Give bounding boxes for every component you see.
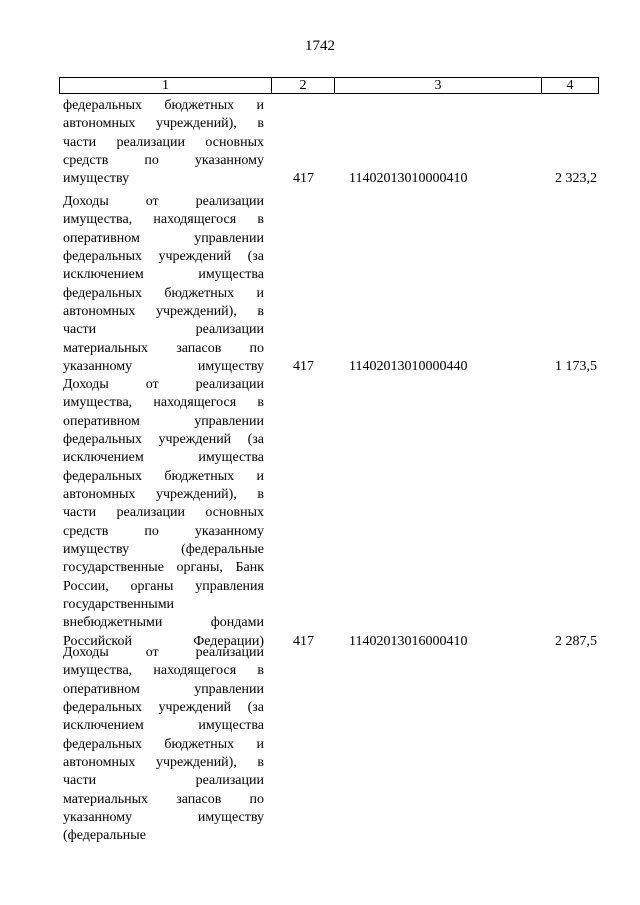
description-line: автономных учреждений), в bbox=[63, 116, 264, 132]
description-line: Доходы от реализации bbox=[63, 194, 264, 209]
description-line: средств по указанному bbox=[63, 153, 264, 169]
description-line: Российской Федерации) bbox=[63, 633, 264, 649]
description-line: средств по указанному bbox=[63, 523, 264, 539]
description-line: части реализации bbox=[63, 773, 264, 789]
row-budget-code: 11402013010000440 bbox=[349, 359, 468, 375]
description-line: государственными bbox=[63, 597, 175, 613]
description-line: указанному имуществу bbox=[63, 359, 264, 375]
row-description bbox=[63, 97, 264, 189]
row-admin-code: 417 bbox=[293, 359, 314, 375]
description-line: имуществу bbox=[63, 171, 130, 187]
description-line: России, органы управления bbox=[63, 578, 264, 594]
column-header-4: 4 bbox=[566, 78, 574, 93]
row-budget-code: 11402013010000410 bbox=[349, 171, 468, 187]
description-line: Доходы от реализации bbox=[63, 645, 264, 660]
description-line: части реализации основных bbox=[63, 134, 264, 150]
description-line: части реализации основных bbox=[63, 505, 264, 521]
description-line: оперативном управлении bbox=[63, 681, 264, 697]
description-line: оперативном управлении bbox=[63, 230, 264, 246]
description-line: автономных учреждений), в bbox=[63, 487, 264, 503]
row-amount: 2 323,2 bbox=[555, 171, 597, 187]
description-line: федеральных бюджетных и bbox=[63, 468, 264, 484]
description-line: федеральных бюджетных и bbox=[63, 736, 264, 752]
description-line: части реализации bbox=[63, 322, 264, 338]
description-line: (федеральные bbox=[63, 828, 146, 844]
column-header-1: 1 bbox=[60, 78, 272, 93]
row-description bbox=[63, 644, 264, 846]
description-line: внебюджетными фондами bbox=[63, 615, 264, 631]
description-line: имущества, находящегося в bbox=[63, 395, 264, 411]
description-line: исключением имущества bbox=[63, 267, 264, 283]
table-header bbox=[59, 77, 599, 94]
page-number: 1742 bbox=[305, 38, 335, 54]
row-admin-code: 417 bbox=[293, 633, 314, 649]
description-line: имуществу (федеральные bbox=[63, 542, 264, 558]
description-line: федеральных учреждений (за bbox=[63, 249, 264, 265]
row-amount: 2 287,5 bbox=[555, 633, 597, 649]
description-line: автономных учреждений), в bbox=[63, 304, 264, 320]
description-line: федеральных бюджетных и bbox=[63, 98, 264, 113]
row-amount: 1 173,5 bbox=[555, 359, 597, 375]
description-line: федеральных учреждений (за bbox=[63, 432, 264, 448]
column-header-2: 2 bbox=[272, 78, 335, 93]
row-description bbox=[63, 193, 264, 376]
description-line: имущества, находящегося в bbox=[63, 212, 264, 228]
description-line: указанному имуществу bbox=[63, 810, 264, 826]
description-line: имущества, находящегося в bbox=[63, 663, 264, 679]
row-admin-code: 417 bbox=[293, 171, 314, 187]
row-description bbox=[63, 376, 264, 651]
description-line: материальных запасов по bbox=[63, 791, 264, 807]
description-line: государственные органы, Банк bbox=[63, 560, 264, 576]
description-line: федеральных бюджетных и bbox=[63, 285, 264, 301]
description-line: Доходы от реализации bbox=[63, 377, 264, 392]
column-header-3: 3 bbox=[335, 78, 542, 93]
description-line: материальных запасов по bbox=[63, 340, 264, 356]
description-line: автономных учреждений), в bbox=[63, 755, 264, 771]
description-line: федеральных учреждений (за bbox=[63, 700, 264, 716]
description-line: исключением имущества bbox=[63, 718, 264, 734]
description-line: оперативном управлении bbox=[63, 413, 264, 429]
description-line: исключением имущества bbox=[63, 450, 264, 466]
row-budget-code: 11402013016000410 bbox=[349, 633, 468, 649]
